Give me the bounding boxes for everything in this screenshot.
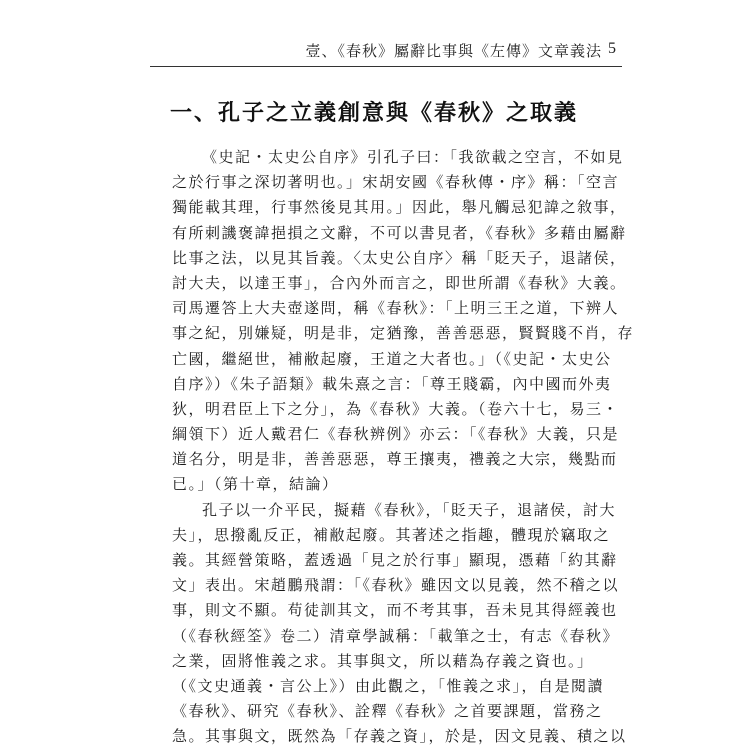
text-line: （《文史通義・言公上》）由此觀之，「惟義之求」，自是閱讀 <box>172 676 605 695</box>
text-line: 自序》）《朱子語類》載朱熹之言：「尊王賤霸，內中國而外夷 <box>172 374 612 393</box>
section-title: 一、孔子之立義創意與《春秋》之取義 <box>170 101 579 126</box>
text-line: 狄，明君臣上下之分」，為《春秋》大義。（卷六十七，易三・ <box>172 399 620 418</box>
text-line: 綱領下）近人戴君仁《春秋辨例》亦云：「《春秋》大義，只是 <box>172 425 620 444</box>
text-line: 夫」，思撥亂反正，補敝起廢。其著述之指趣，體現於竊取之 <box>172 525 611 544</box>
text-line: 亡國，繼絕世，補敝起廢，王道之大者也。」（《史記・太史公 <box>172 349 612 368</box>
text-line: 事，則文不顯。苟徒訓其文，而不考其事，吾未見其得經義也 <box>172 601 618 620</box>
text-line: （《春秋經筌》卷二）清章學誠稱：「載筆之士，有志《春秋》 <box>172 626 620 645</box>
text-line: 孔子以一介平民，擬藉《春秋》，「貶天子，退諸侯，討大 <box>202 500 617 519</box>
page-number: 5 <box>608 40 616 57</box>
text-line: 獨能載其理，行事然後見其用。」因此，舉凡觸忌犯諱之敘事， <box>172 198 627 217</box>
text-line: 有所刺譏褒諱挹損之文辭，不可以書見者，《春秋》多藉由屬辭 <box>172 223 627 242</box>
body-text <box>172 145 635 750</box>
text-line: 道名分，明是非，善善惡惡，尊王攘夷，禮義之大宗，幾點而 <box>172 450 618 469</box>
running-header-title: 壹、《春秋》屬辭比事與《左傳》文章義法 <box>305 42 602 60</box>
text-line: 文」表出。宋趙鵬飛謂：「《春秋》雖因文以見義，然不稽之以 <box>172 576 620 595</box>
text-line: 義。其經營策略，蓋透過「見之於行事」顯現，憑藉「約其辭 <box>172 551 618 569</box>
text-line: 已。」（第十章，結論） <box>172 475 339 494</box>
text-line: 事之紀，別嫌疑，明是非，定猶豫，善善惡惡，賢賢賤不肖，存 <box>172 324 635 343</box>
text-line: 比事之法，以見其旨義。〈太史公自序〉稱「貶天子，退諸侯， <box>172 248 627 267</box>
text-line: 司馬遷答上大夫壺遂問，稱《春秋》：「上明三王之道，下辨人 <box>172 299 620 318</box>
text-line: 之於行事之深切著明也。」宋胡安國《春秋傳・序》稱：「空言 <box>172 173 620 192</box>
text-line: 《春秋》、研究《春秋》、詮釋《春秋》之首要課題，當務之 <box>172 702 603 721</box>
header-rule <box>150 66 622 67</box>
text-line: 急。其事與文，既然為「存義之資」，於是，因文見義、積之以 <box>172 727 627 746</box>
text-line: 討大夫，以達王事」，合內外而言之，即世所謂《春秋》大義。 <box>172 273 627 292</box>
text-line: 《史記・太史公自序》引孔子曰：「我欲載之空言，不如見 <box>202 148 624 166</box>
text-line: 之業，固將惟義之求。其事與文，所以藉為存義之資也。」 <box>172 651 594 670</box>
